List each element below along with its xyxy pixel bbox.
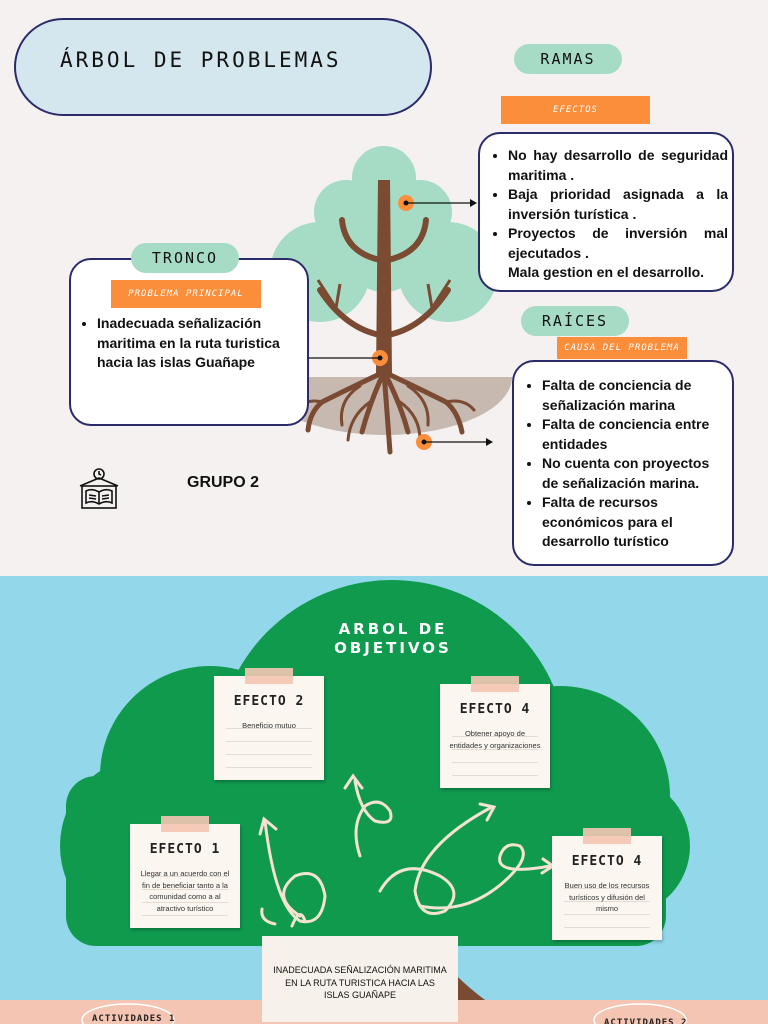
list-item: • No hay desarrollo de seguridad maritima . xyxy=(508,146,728,185)
book-stand-icon xyxy=(76,466,122,512)
tronco-list xyxy=(73,314,299,373)
tronco-label: TRONCO xyxy=(131,243,239,273)
note-text: Obtener apoyo de entidades y organizaciones xyxy=(449,729,541,750)
activity-2-label: ACTIVIDADES 2 xyxy=(604,1018,688,1024)
effect-note xyxy=(214,676,324,780)
raices-box xyxy=(512,360,734,566)
central-problem-text: INADECUADA SEÑALIZACIÓN MARITIMA EN LA RUTA TURISTICA HACIA LAS ISLAS GUAÑAPE xyxy=(273,965,447,1000)
objective-tree-section xyxy=(0,576,768,1024)
ramas-list xyxy=(484,146,728,263)
list-item: • Inadecuada señalización maritima en la ruta turistica hacia las islas Guañape xyxy=(97,314,299,373)
note-text: Buen uso de los recursos turísticos y difusión del mismo xyxy=(564,881,650,913)
ramas-box xyxy=(478,132,734,292)
note-heading: EFECTO 4 xyxy=(571,854,643,869)
efectos-tag: EFECTOS xyxy=(501,96,650,124)
causa-tag: CAUSA DEL PROBLEMA xyxy=(557,337,687,359)
note-heading: EFECTO 2 xyxy=(233,694,305,709)
note-heading: EFECTO 4 xyxy=(459,702,531,717)
list-item: • Baja prioridad asignada a la inversión turística . xyxy=(508,185,728,224)
note-text: Llegar a un acuerdo con el fin de beneficiar tanto a la comunidad como a al atractivo turístico xyxy=(140,869,230,913)
tape xyxy=(583,828,631,844)
note-text: Beneficio mutuo xyxy=(242,721,296,730)
group-label: GRUPO 2 xyxy=(187,474,260,491)
tape xyxy=(161,816,209,832)
activity-1-label: ACTIVIDADES 1 xyxy=(92,1014,176,1024)
note-heading: EFECTO 1 xyxy=(149,842,221,857)
page-title: ÁRBOL DE PROBLEMAS xyxy=(60,48,342,72)
list-item: • Falta de conciencia de señalización marina xyxy=(542,376,724,415)
list-item: • Falta de conciencia entre entidades xyxy=(542,415,724,454)
ramas-label: RAMAS xyxy=(514,44,622,74)
raices-label: RAÍCES xyxy=(521,306,629,336)
effect-note xyxy=(440,684,550,788)
problema-principal-tag: PROBLEMA PRINCIPAL xyxy=(111,280,261,308)
list-item: • Proyectos de inversión mal ejecutados . xyxy=(508,224,728,263)
list-item: • No cuenta con proyectos de señalización marina. xyxy=(542,454,724,493)
tape xyxy=(245,668,293,684)
list-item: • Falta de recursos económicos para el desarrollo turístico xyxy=(542,493,724,552)
tape xyxy=(471,676,519,692)
raices-list xyxy=(518,376,724,552)
effect-note xyxy=(130,824,240,928)
ramas-extra: Mala gestion en el desarrollo. xyxy=(508,264,705,280)
objective-title: ARBOL DE OBJETIVOS xyxy=(334,620,452,657)
effect-note xyxy=(552,836,662,940)
